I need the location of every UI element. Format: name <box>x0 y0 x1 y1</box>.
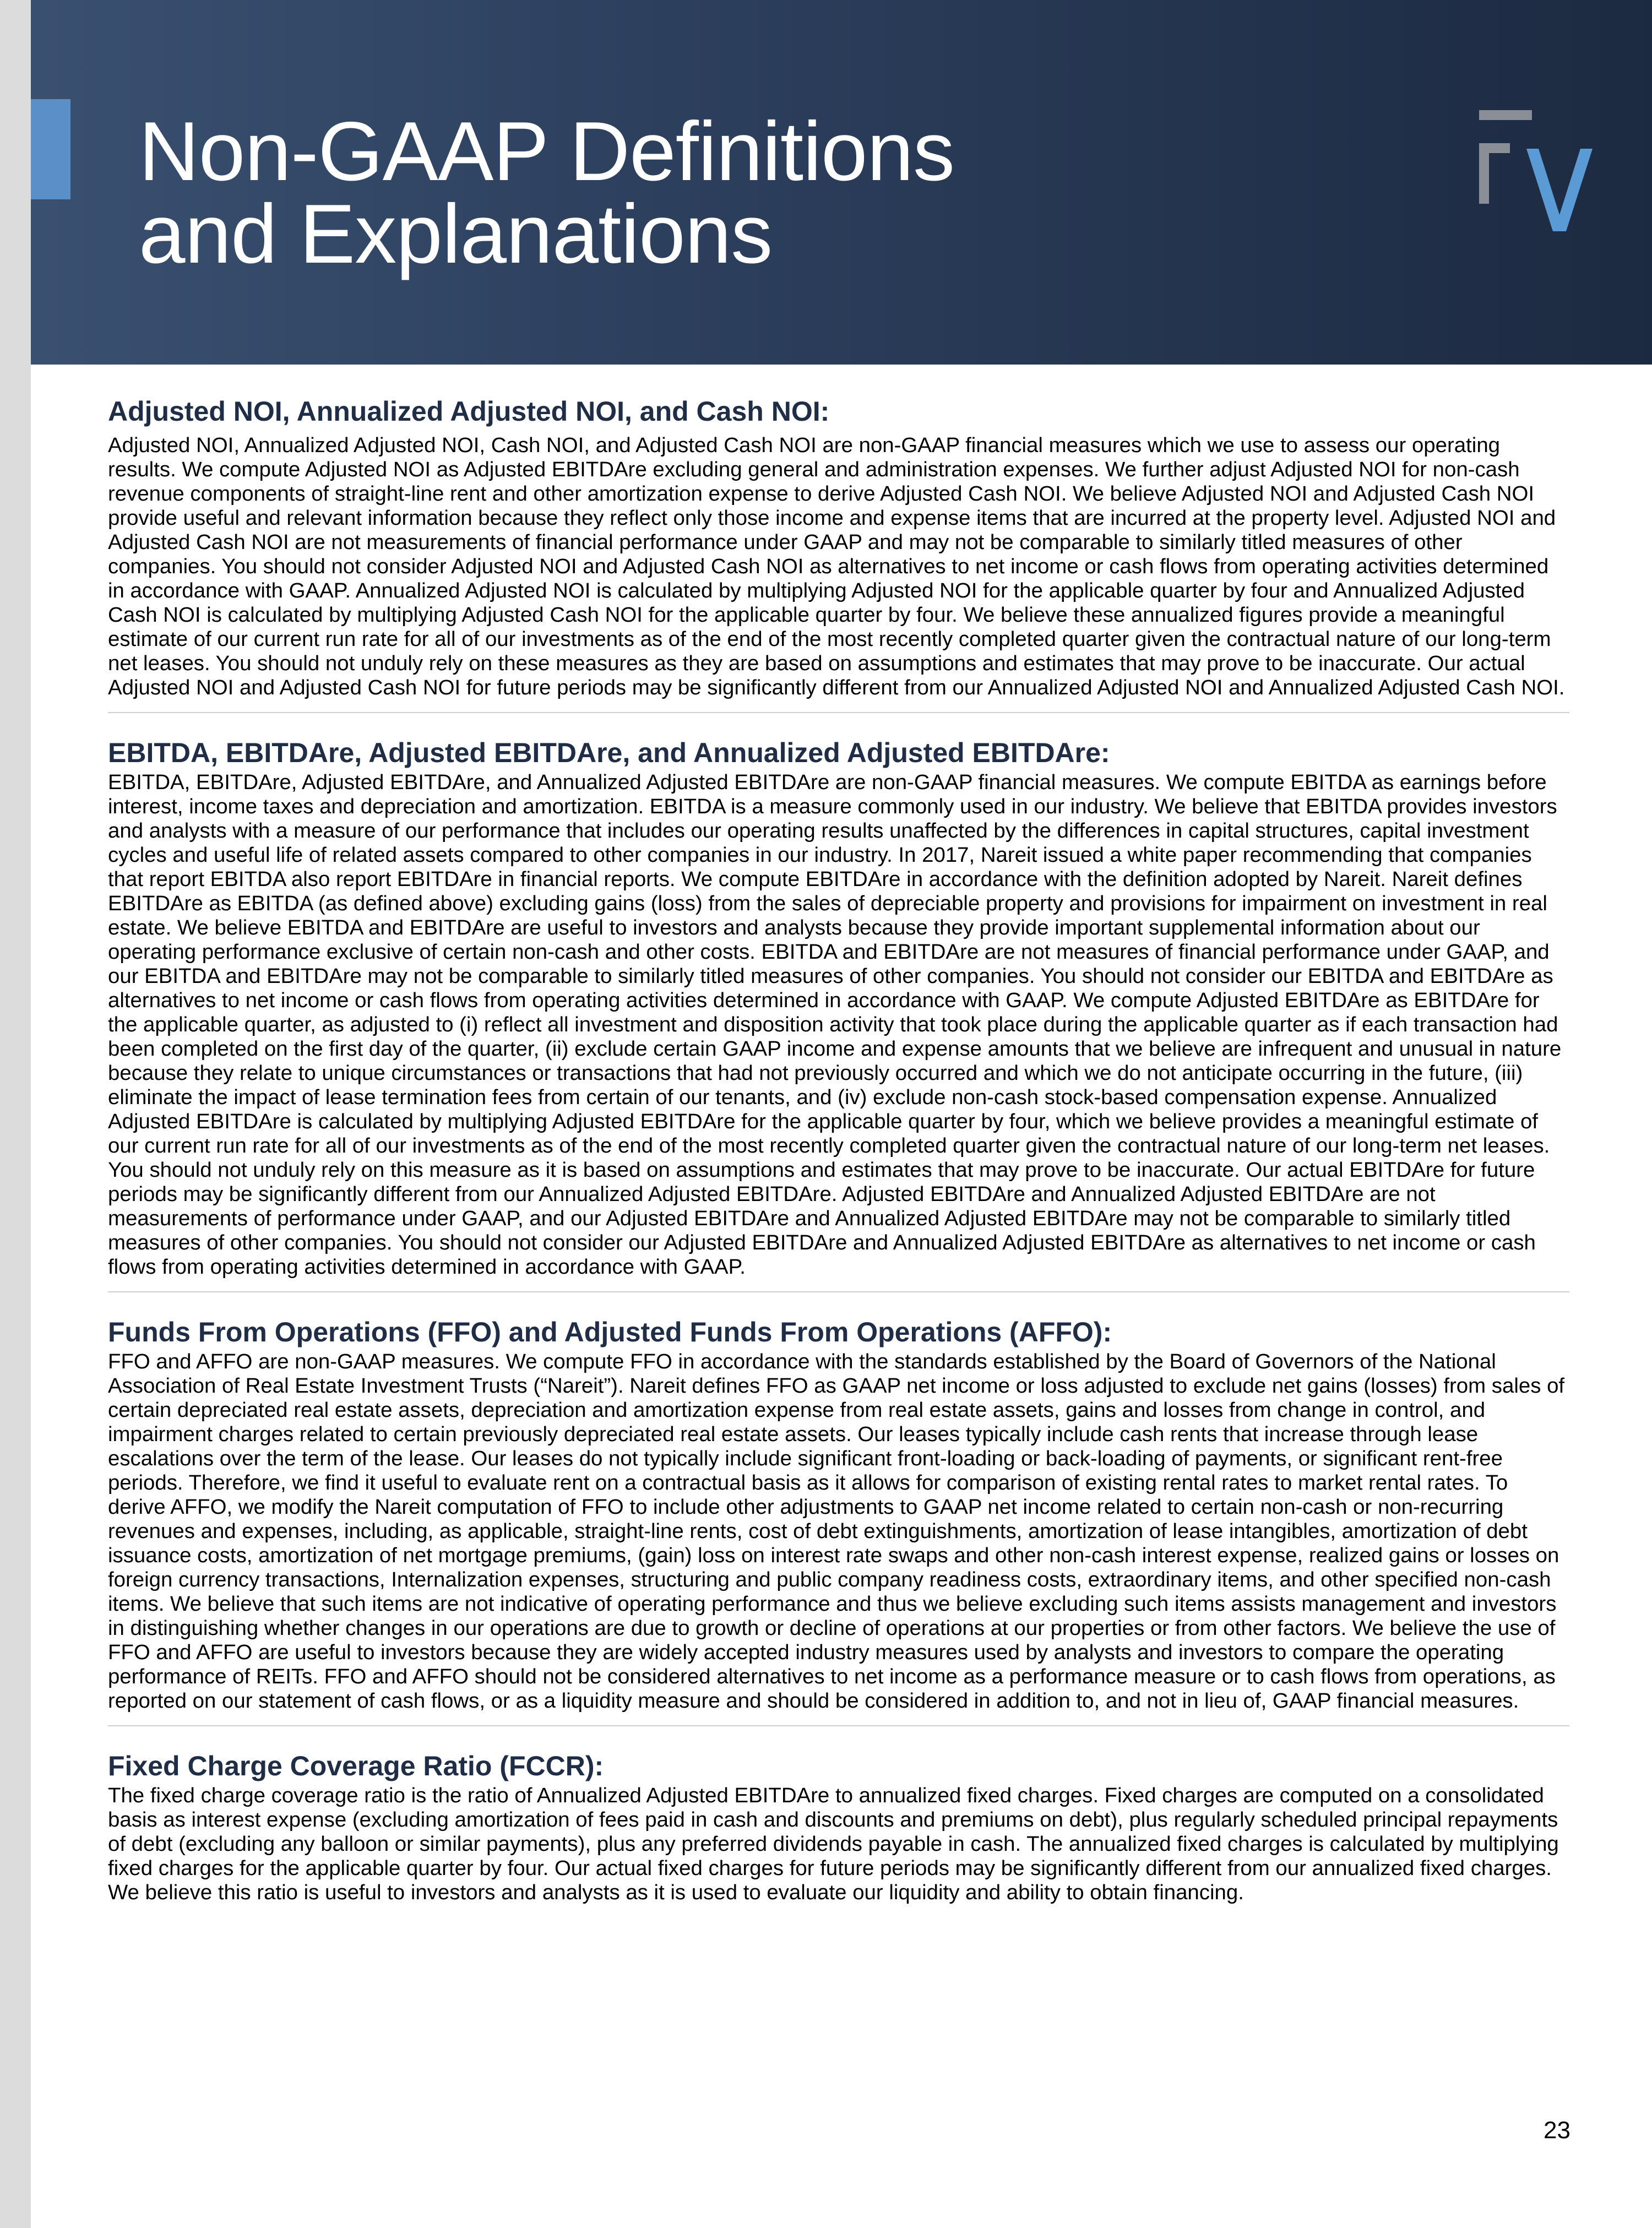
page-header <box>31 0 1652 365</box>
section-body: The fixed charge coverage ratio is the ratio of Annualized Adjusted EBITDAre to annualized fixed charges. Fixed charges are computed on a consolidated basis as interest expense (excluding amortization of fees paid in cash and discounts and premiums on debt), plus regularly scheduled principal repayments of debt (excluding any balloon or similar payments), plus any preferred dividends payable in cash. The annualized fixed charges is calculated by multiplying fixed charges for the applicable quarter by four. Our actual fixed charges for future periods may be significantly different from our annualized fixed charges. We believe this ratio is useful to investors and analysts as it is used to evaluate our liquidity and ability to obtain financing. <box>108 1784 1559 1904</box>
section-divider <box>108 712 1569 713</box>
section-heading: Fixed Charge Coverage Ratio (FCCR): <box>108 1751 604 1781</box>
page-title <box>139 105 954 281</box>
page-title-line-2: and Explanations <box>139 187 773 281</box>
section-fccr <box>108 1748 1569 1905</box>
header-accent-bar <box>31 99 70 199</box>
page-title-line-1: Non-GAAP Definitions <box>139 105 954 198</box>
section-heading: Adjusted NOI, Annualized Adjusted NOI, and Cash NOI: <box>108 396 830 427</box>
section-divider <box>108 1725 1569 1726</box>
section-body: EBITDA, EBITDAre, Adjusted EBITDAre, and Annualized Adjusted EBITDAre are non-GAAP financial measures. We compute EBITDA as earnings before interest, income taxes and depreciation and amortization. EBITDA is a measure commonly used in our industry. We believe that EBITDA provides investors and analysts with a measure of our performance that includes our operating results unaffected by the differences in capital structures, capital investment cycles and useful life of related assets compared to other companies in our industry. In 2017, Nareit issued a white paper recommending that companies that report EBITDA also report EBITDAre in financial reports. We compute EBITDAre in accordance with the definition adopted by Nareit. Nareit defines EBITDAre as EBITDA (as defined above) excluding gains (loss) from the sales of depreciable property and provisions for impairment on investment in real estate. We believe EBITDA and EBITDAre are useful to investors and analysts because they provide important supplemental information about our operating performance exclusive of certain non-cash and other costs. EBITDA and EBITDAre are not measures of financial performance under GAAP, and our EBITDA and EBITDAre may not be comparable to similarly titled measures of other companies. You should not consider our EBITDA and EBITDAre as alternatives to net income or cash flows from operating activities determined in accordance with GAAP. We compute Adjusted EBITDAre as EBITDAre for the applicable quarter, as adjusted to (i) reflect all investment and disposition activity that took place during the applicable quarter as if each transaction had been completed on the first day of the quarter, (ii) exclude certain GAAP income and expense amounts that we believe are infrequent and unusual in nature because they relate to unique circumstances or transactions that had not previously occurred and which we do not anticipate occurring in the future, (iii) eliminate the impact of lease termination fees from certain of our tenants, and (iv) exclude non-cash stock-based compensation expense. Annualized Adjusted EBITDAre is calculated by multiplying Adjusted EBITDAre for the applicable quarter by four, which we believe provides a meaningful estimate of our current run rate for all of our investments as of the end of the most recently completed quarter given the contractual nature of our long-term net leases. You should not unduly rely on this measure as it is based on assumptions and estimates that may prove to be inaccurate. Our actual EBITDAre for future periods may be significantly different from our Annualized Adjusted EBITDAre. Adjusted EBITDAre and Annualized Adjusted EBITDAre are not measurements of performance under GAAP, and our Adjusted EBITDAre and Annualized Adjusted EBITDAre may not be comparable to similarly titled measures of other companies. You should not consider our Adjusted EBITDAre and Annualized Adjusted EBITDAre as alternatives to net income or cash flows from operating activities determined in accordance with GAAP. <box>108 770 1562 1279</box>
fv-logo-icon <box>1478 110 1600 237</box>
section-heading: EBITDA, EBITDAre, Adjusted EBITDAre, and Annualized Adjusted EBITDAre: <box>108 737 1110 768</box>
section-body: FFO and AFFO are non-GAAP measures. We compute FFO in accordance with the standards established by the Board of Governors of the National Association of Real Estate Investment Trusts (“Nareit”). Nareit defines FFO as GAAP net income or loss adjusted to exclude net gains (losses) from sales of certain depreciated real estate assets, depreciation and amortization expense from real estate assets, gains and losses from change in control, and impairment charges related to certain previously depreciated real estate assets. Our leases typically include cash rents that increase through lease escalations over the term of the lease. Our leases do not typically include significant front-loading or back-loading of payments, or significant rent-free periods. Therefore, we find it useful to evaluate rent on a contractual basis as it allows for comparison of existing rental rates to market rental rates. To derive AFFO, we modify the Nareit computation of FFO to include other adjustments to GAAP net income related to certain non-cash or non-recurring revenues and expenses, including, as applicable, straight-line rents, cost of debt extinguishments, amortization of lease intangibles, amortization of debt issuance costs, amortization of net mortgage premiums, (gain) loss on interest rate swaps and other non-cash interest expense, realized gains or losses on foreign currency transactions, Internalization expenses, structuring and public company readiness costs, extraordinary items, and other specified non-cash items. We believe that such items are not indicative of operating performance and thus we believe excluding such items assists management and investors in distinguishing whether changes in our operations are due to growth or decline of operations at our properties or from other factors. We believe the use of FFO and AFFO are useful to investors because they are widely accepted industry measures used by analysts and investors to compare the operating performance of REITs. FFO and AFFO should not be considered alternatives to net income as a performance measure or to cash flows from operations, as reported on our statement of cash flows, or as a liquidity measure and should be considered in addition to, and not in lieu of, GAAP financial measures. <box>108 1350 1565 1713</box>
page-number: 23 <box>1544 2117 1571 2144</box>
section-divider <box>108 1291 1569 1292</box>
left-margin-strip <box>0 0 31 2228</box>
section-heading: Funds From Operations (FFO) and Adjusted Funds From Operations (AFFO): <box>108 1317 1112 1347</box>
section-ffo-affo <box>108 1314 1569 1713</box>
section-adjusted-noi <box>108 394 1569 700</box>
main-content <box>108 394 1569 1905</box>
section-body: Adjusted NOI, Annualized Adjusted NOI, Cash NOI, and Adjusted Cash NOI are non-GAAP financial measures which we use to assess our operating results. We compute Adjusted NOI as Adjusted EBITDAre excluding general and administration expenses. We further adjust Adjusted NOI for non-cash revenue components of straight-line rent and other amortization expense to derive Adjusted Cash NOI. We believe Adjusted NOI and Adjusted Cash NOI provide useful and relevant information because they reflect only those income and expense items that are incurred at the property level. Adjusted NOI and Adjusted Cash NOI are not measurements of financial performance under GAAP and may not be comparable to similarly titled measures of other companies. You should not consider Adjusted NOI and Adjusted Cash NOI as alternatives to net income or cash flows from operating activities determined in accordance with GAAP. Annualized Adjusted NOI is calculated by multiplying Adjusted NOI for the applicable quarter by four and Annualized Adjusted Cash NOI is calculated by multiplying Adjusted Cash NOI for the applicable quarter by four. We believe these annualized figures provide a meaningful estimate of our current run rate for all of our investments as of the end of the most recently completed quarter given the contractual nature of our long-term net leases. You should not unduly rely on these measures as they are based on assumptions and estimates that may prove to be inaccurate. Our actual Adjusted NOI and Adjusted Cash NOI for future periods may be significantly different from our Annualized Adjusted NOI and Annualized Adjusted Cash NOI. <box>108 433 1565 699</box>
section-ebitda <box>108 735 1569 1279</box>
